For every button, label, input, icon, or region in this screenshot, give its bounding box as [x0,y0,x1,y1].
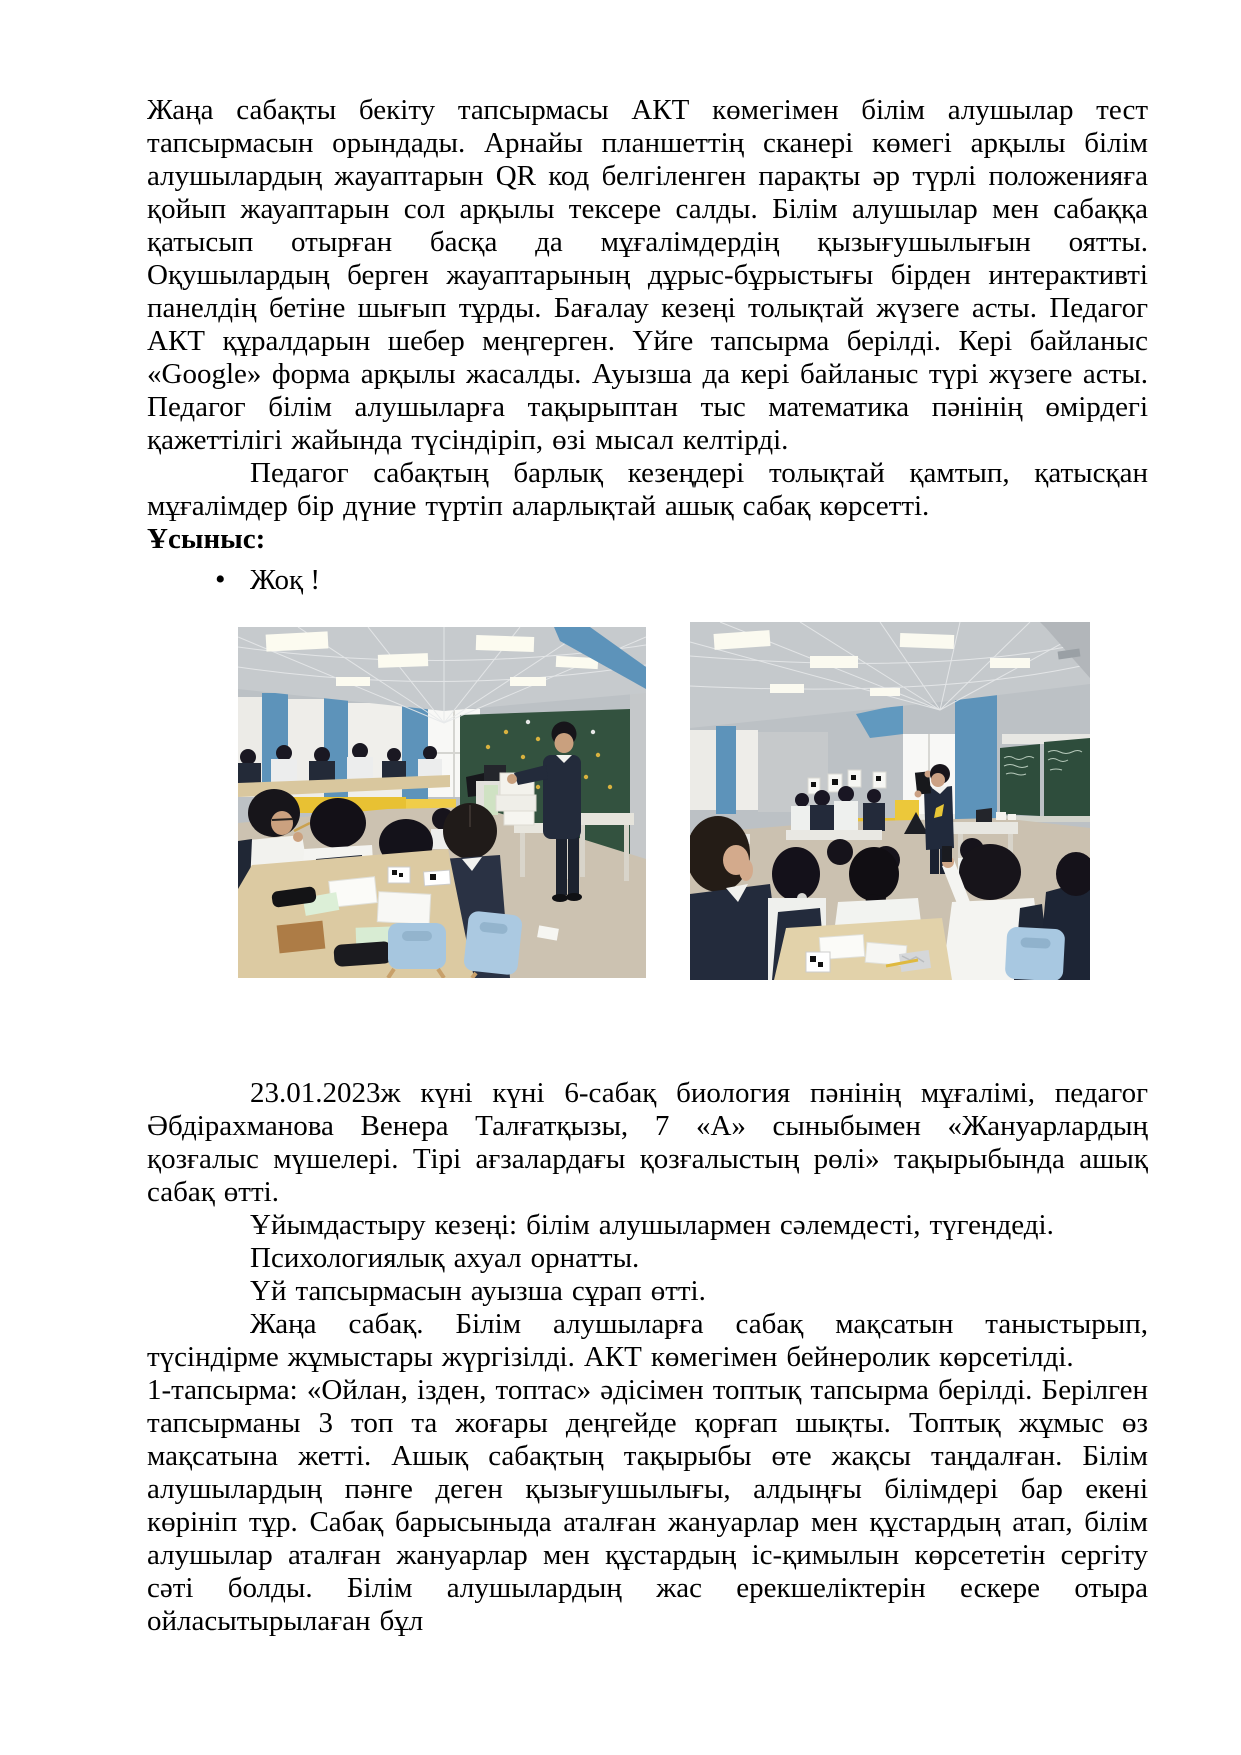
paragraph-organization-stage: Ұйымдастыру кезеңі: білім алушылармен сәлемдесті, түгендеді. [250,1209,1054,1241]
classroom-photo-1 [238,627,646,978]
chalkboards [1000,734,1090,822]
bullet-item-text: Жоқ ! [250,564,321,596]
blue-column [955,680,997,822]
recommendation-heading: Ұсыныс: [147,523,266,555]
paragraph-psychological-climate: Психологиялық ахуал орнатты. [250,1242,640,1274]
bullet-item [147,563,1148,597]
blue-chair [1005,927,1066,980]
report-section-bottom [147,1077,1148,1638]
paragraph-task-one: 1-тапсырма: «Ойлан, ізден, топтас» әдісімен топтық тапсырма берілді. Берілген тапсырманы 3 топ та жоғары деңгейде қорғап шықты. Топтық жұмыс өз мақсатына жетті. Ашық сабақтың тақырыбы өте жақсы таңдалған. Білім алушылардың пәнге деген қызығушылығы, алдыңғы білімдері бар екені көрініп тұр. Сабақ барысыныда аталған жануарлар мен құстардың атап, білім алушылар аталған жануарлар мен құстардың іс-қимылын көрсететін сергіту сәті болды. Білім алушылардың жас ерекшеліктерін ескере отыра ойласытырылаған бұл [147,1374,1148,1637]
report-section-top [147,94,1148,597]
paragraph-lesson-consolidation: Жаңа сабақты бекіту тапсырмасы АКТ көмегімен білім алушылар тест тапсырмасын орындады. Арнайы планшеттің сканері көмегі арқылы білім алушылардың жауаптарын QR код белгіленген парақты әр түрлі положенияға қойып жауаптарын сол арқылы тексере салды. Білім алушылар мен сабаққа қатысып отырған басқа да мұғалімдердің қызығушылығын оятты. Оқушылардың берген жауаптарының дұрыс-бұрыстығы бірден интерактивті панелдің бетіне шығып тұрды. Бағалау кезеңі толықтай жүзеге асты. Педагог АКТ құралдарын шебер меңгерген. Үйге тапсырма берілді. Кері байланыс «Google» форма арқылы жасалды. Ауызша да кері байланыс түрі жүзеге асты. Педагог білім алушыларға тақырыптан тыс математика пәнінің өмірдегі қажеттілігі жайында түсіндіріп, өзі мысал келтірді. [147,94,1148,456]
paragraph-lesson-summary: Педагог сабақтың барлық кезеңдері толықтай қамтып, қатысқан мұғалімдер бір дүние түртіп аларлықтай ашық сабақ көрсетті. [147,457,1148,522]
paragraph-new-lesson: Жаңа сабақ. Білім алушыларға сабақ мақсатын таныстырып, түсіндірме жұмыстары жүргізілді. АКТ көмегімен бейнеролик көрсетілді. [147,1308,1148,1373]
bullet-marker-icon: • [215,563,226,596]
classroom-photo-2 [690,622,1090,980]
paragraph-homework-check: Үй тапсырмасын ауызша сұрап өтті. [250,1275,706,1307]
photo-row [0,622,1241,982]
foreground-table [774,918,952,980]
paragraph-lesson-date-intro: 23.01.2023ж күні күні 6-сабақ биология пәнінің мұғалімі, педагог Әбдірахманова Венера Талғатқызы, 7 «А» сыныбымен «Жануарлардың қозғалыс мүшелері. Тірі ағзалардағы қозғалыстың рөлі» тақырыбында ашық сабақ өтті. [147,1077,1148,1208]
